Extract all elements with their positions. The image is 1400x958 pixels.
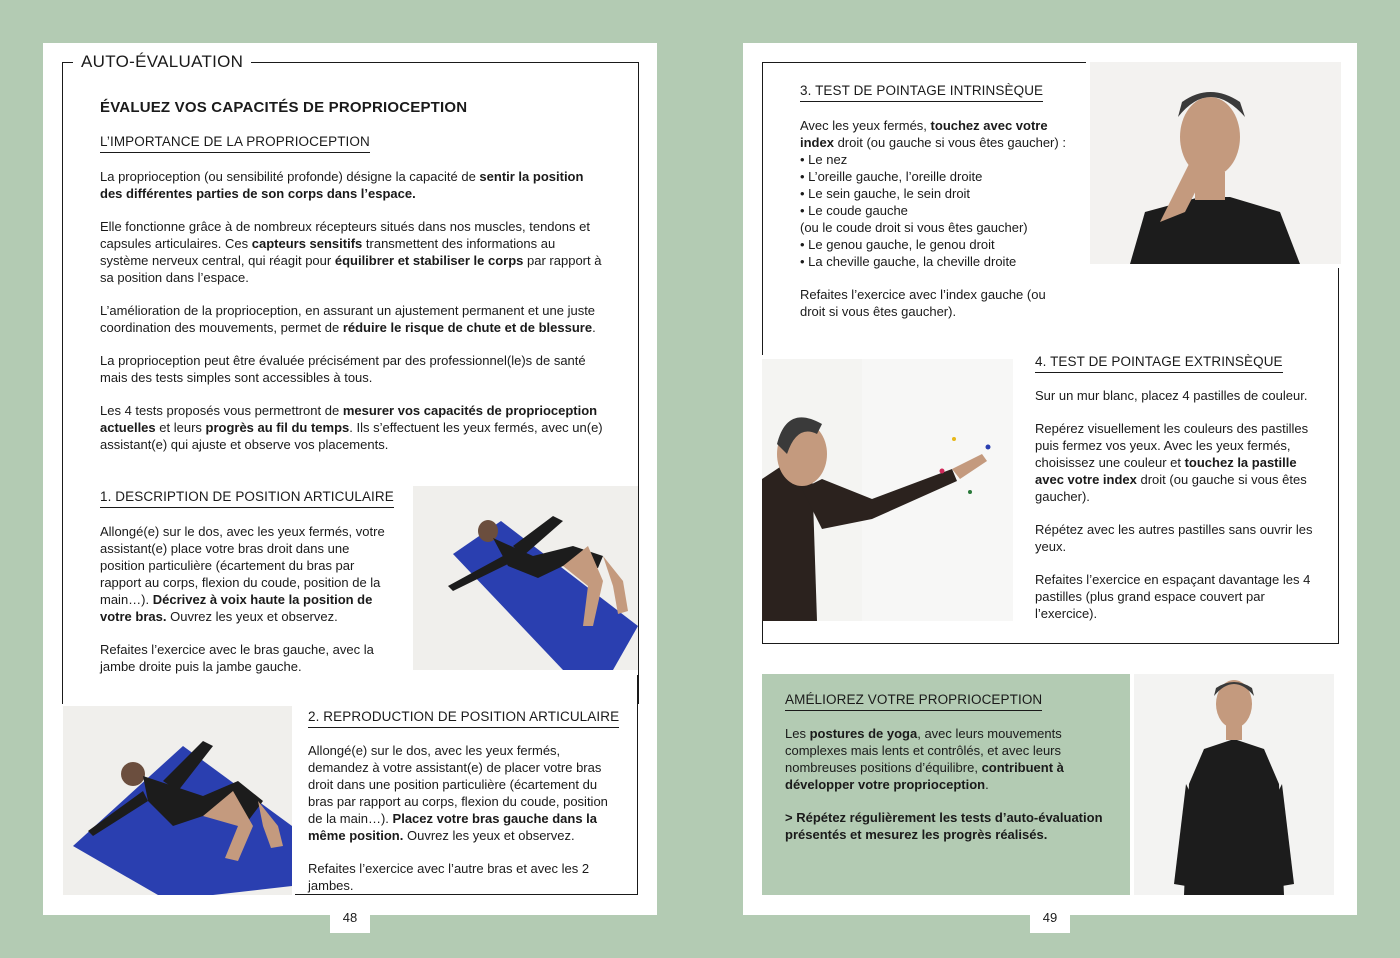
list-item: • Le sein gauche, le sein droit — [800, 186, 971, 201]
page-48 — [43, 43, 657, 925]
improve-p2: > Répétez régulièrement les tests d’auto-évaluation présentés et mesurez les progrès réalisés. — [785, 810, 1103, 842]
intro-p2: Elle fonctionne grâce à de nombreux récepteurs situés dans nos muscles, tendons et capsules articulaires. Ces capteurs sensitifs transmettent des informations au système nerveux central, qui réagit pour équilibrer et stabiliser le corps par rapport à sa position dans l’espace. — [100, 219, 602, 285]
test2-heading-wrap — [308, 708, 619, 728]
improve-heading: AMÉLIOREZ VOTRE PROPRIOCEPTION — [785, 692, 1042, 711]
test2-text — [308, 742, 618, 894]
intro-p1: La proprioception (ou sensibilité profonde) désigne la capacité de sentir la position des différentes parties de son corps dans l’espace. — [100, 169, 584, 201]
test4-heading: 4. TEST DE POINTAGE EXTRINSÈQUE — [1035, 354, 1283, 373]
list-item: • L’oreille gauche, l’oreille droite — [800, 169, 983, 184]
test2-heading: 2. REPRODUCTION DE POSITION ARTICULAIRE — [308, 709, 619, 728]
test2-p2: Refaites l’exercice avec l’autre bras et avec les 2 jambes. — [308, 861, 590, 893]
photo-lying-arm-out — [63, 706, 292, 895]
photo-lying-arm-up — [413, 486, 638, 670]
list-item: (ou le coude droit si vous êtes gaucher) — [800, 220, 1028, 235]
improve-heading-wrap — [785, 691, 1042, 711]
improve-text — [785, 725, 1120, 843]
page-49 — [743, 43, 1357, 925]
intro-text — [100, 168, 606, 453]
page-number-49: 49 — [1030, 903, 1070, 933]
test3-text — [800, 117, 1070, 320]
test3-list — [800, 151, 1070, 270]
test3-heading-wrap — [800, 82, 1043, 102]
test4-p2: Repérez visuellement les couleurs des pastilles puis fermez vos yeux. Avec les yeux fermés, choisissez une couleur et touchez la pastille avec votre index droit (ou gauche si vous êtes gaucher). — [1035, 421, 1309, 504]
improve-p1: Les postures de yoga, avec leurs mouvements complexes mais lents et contrôlés, et avec leurs nombreuses positions d’équilibre, contribuent à développer votre proprioception. — [785, 726, 1064, 792]
photo-touch-nose — [1086, 62, 1341, 268]
list-item: • Le coude gauche — [800, 203, 908, 218]
list-item: • Le genou gauche, le genou droit — [800, 237, 995, 252]
test4-p4: Refaites l’exercice en espaçant davantage les 4 pastilles (plus grand espace couvert par l’exercice). — [1035, 572, 1311, 621]
intro-p3: L’amélioration de la proprioception, en assurant un ajustement permanent et une juste coordination des mouvements, permet de réduire le risque de chute et de blessure. — [100, 303, 596, 335]
test1-heading: 1. DESCRIPTION DE POSITION ARTICULAIRE — [100, 489, 394, 508]
intro-p5: Les 4 tests proposés vous permettront de mesurer vos capacités de proprioception actuelles et leurs progrès au fil du temps. Ils s’effectuent les yeux fermés, avec un(e) assistant(e) qui ajuste et observe vos placements. — [100, 403, 603, 452]
test1-text — [100, 523, 392, 675]
test4-text — [1035, 387, 1315, 622]
test4-p3: Répétez avec les autres pastilles sans ouvrir les yeux. — [1035, 522, 1313, 554]
test3-heading: 3. TEST DE POINTAGE INTRINSÈQUE — [800, 83, 1043, 102]
photo-point-wall — [762, 355, 1013, 621]
page-number-48: 48 — [330, 903, 370, 933]
test2-p1: Allongé(e) sur le dos, avec les yeux fermés, demandez à votre assistant(e) de placer votre bras droit dans une position particulière (écartement du bras par rapport au corps, flexion du coude, position de la main…). Placez votre bras gauche dans la même position. Ouvrez les yeux et observez. — [308, 743, 608, 843]
test3-p1: Avec les yeux fermés, touchez avec votre index droit (ou gauche si vous êtes gaucher) : — [800, 118, 1066, 150]
list-item: • Le nez — [800, 152, 848, 167]
intro-p4: La proprioception peut être évaluée précisément par des professionnel(le)s de santé mais des tests simples sont accessibles à tous. — [100, 353, 586, 385]
importance-heading-wrap — [100, 133, 370, 153]
test4-heading-wrap — [1035, 353, 1283, 373]
page-title: ÉVALUEZ VOS CAPACITÉS DE PROPRIOCEPTION — [100, 99, 468, 116]
section-label: AUTO-ÉVALUATION — [73, 52, 251, 72]
importance-heading: L’IMPORTANCE DE LA PROPRIOCEPTION — [100, 134, 370, 153]
test4-p1: Sur un mur blanc, placez 4 pastilles de couleur. — [1035, 388, 1308, 403]
test3-p2: Refaites l’exercice avec l’index gauche (ou droit si vous êtes gaucher). — [800, 287, 1046, 319]
test1-p2: Refaites l’exercice avec le bras gauche, avec la jambe droite puis la jambe gauche. — [100, 642, 374, 674]
photo-standing — [1134, 674, 1334, 895]
test1-heading-wrap — [100, 488, 394, 508]
test1-p1: Allongé(e) sur le dos, avec les yeux fermés, votre assistant(e) place votre bras droit dans une position particulière (écartement du bras par rapport au corps, flexion du coude, position de la main…). Décrivez à voix haute la position de votre bras. Ouvrez les yeux et observez. — [100, 524, 385, 624]
list-item: • La cheville gauche, la cheville droite — [800, 254, 1017, 269]
